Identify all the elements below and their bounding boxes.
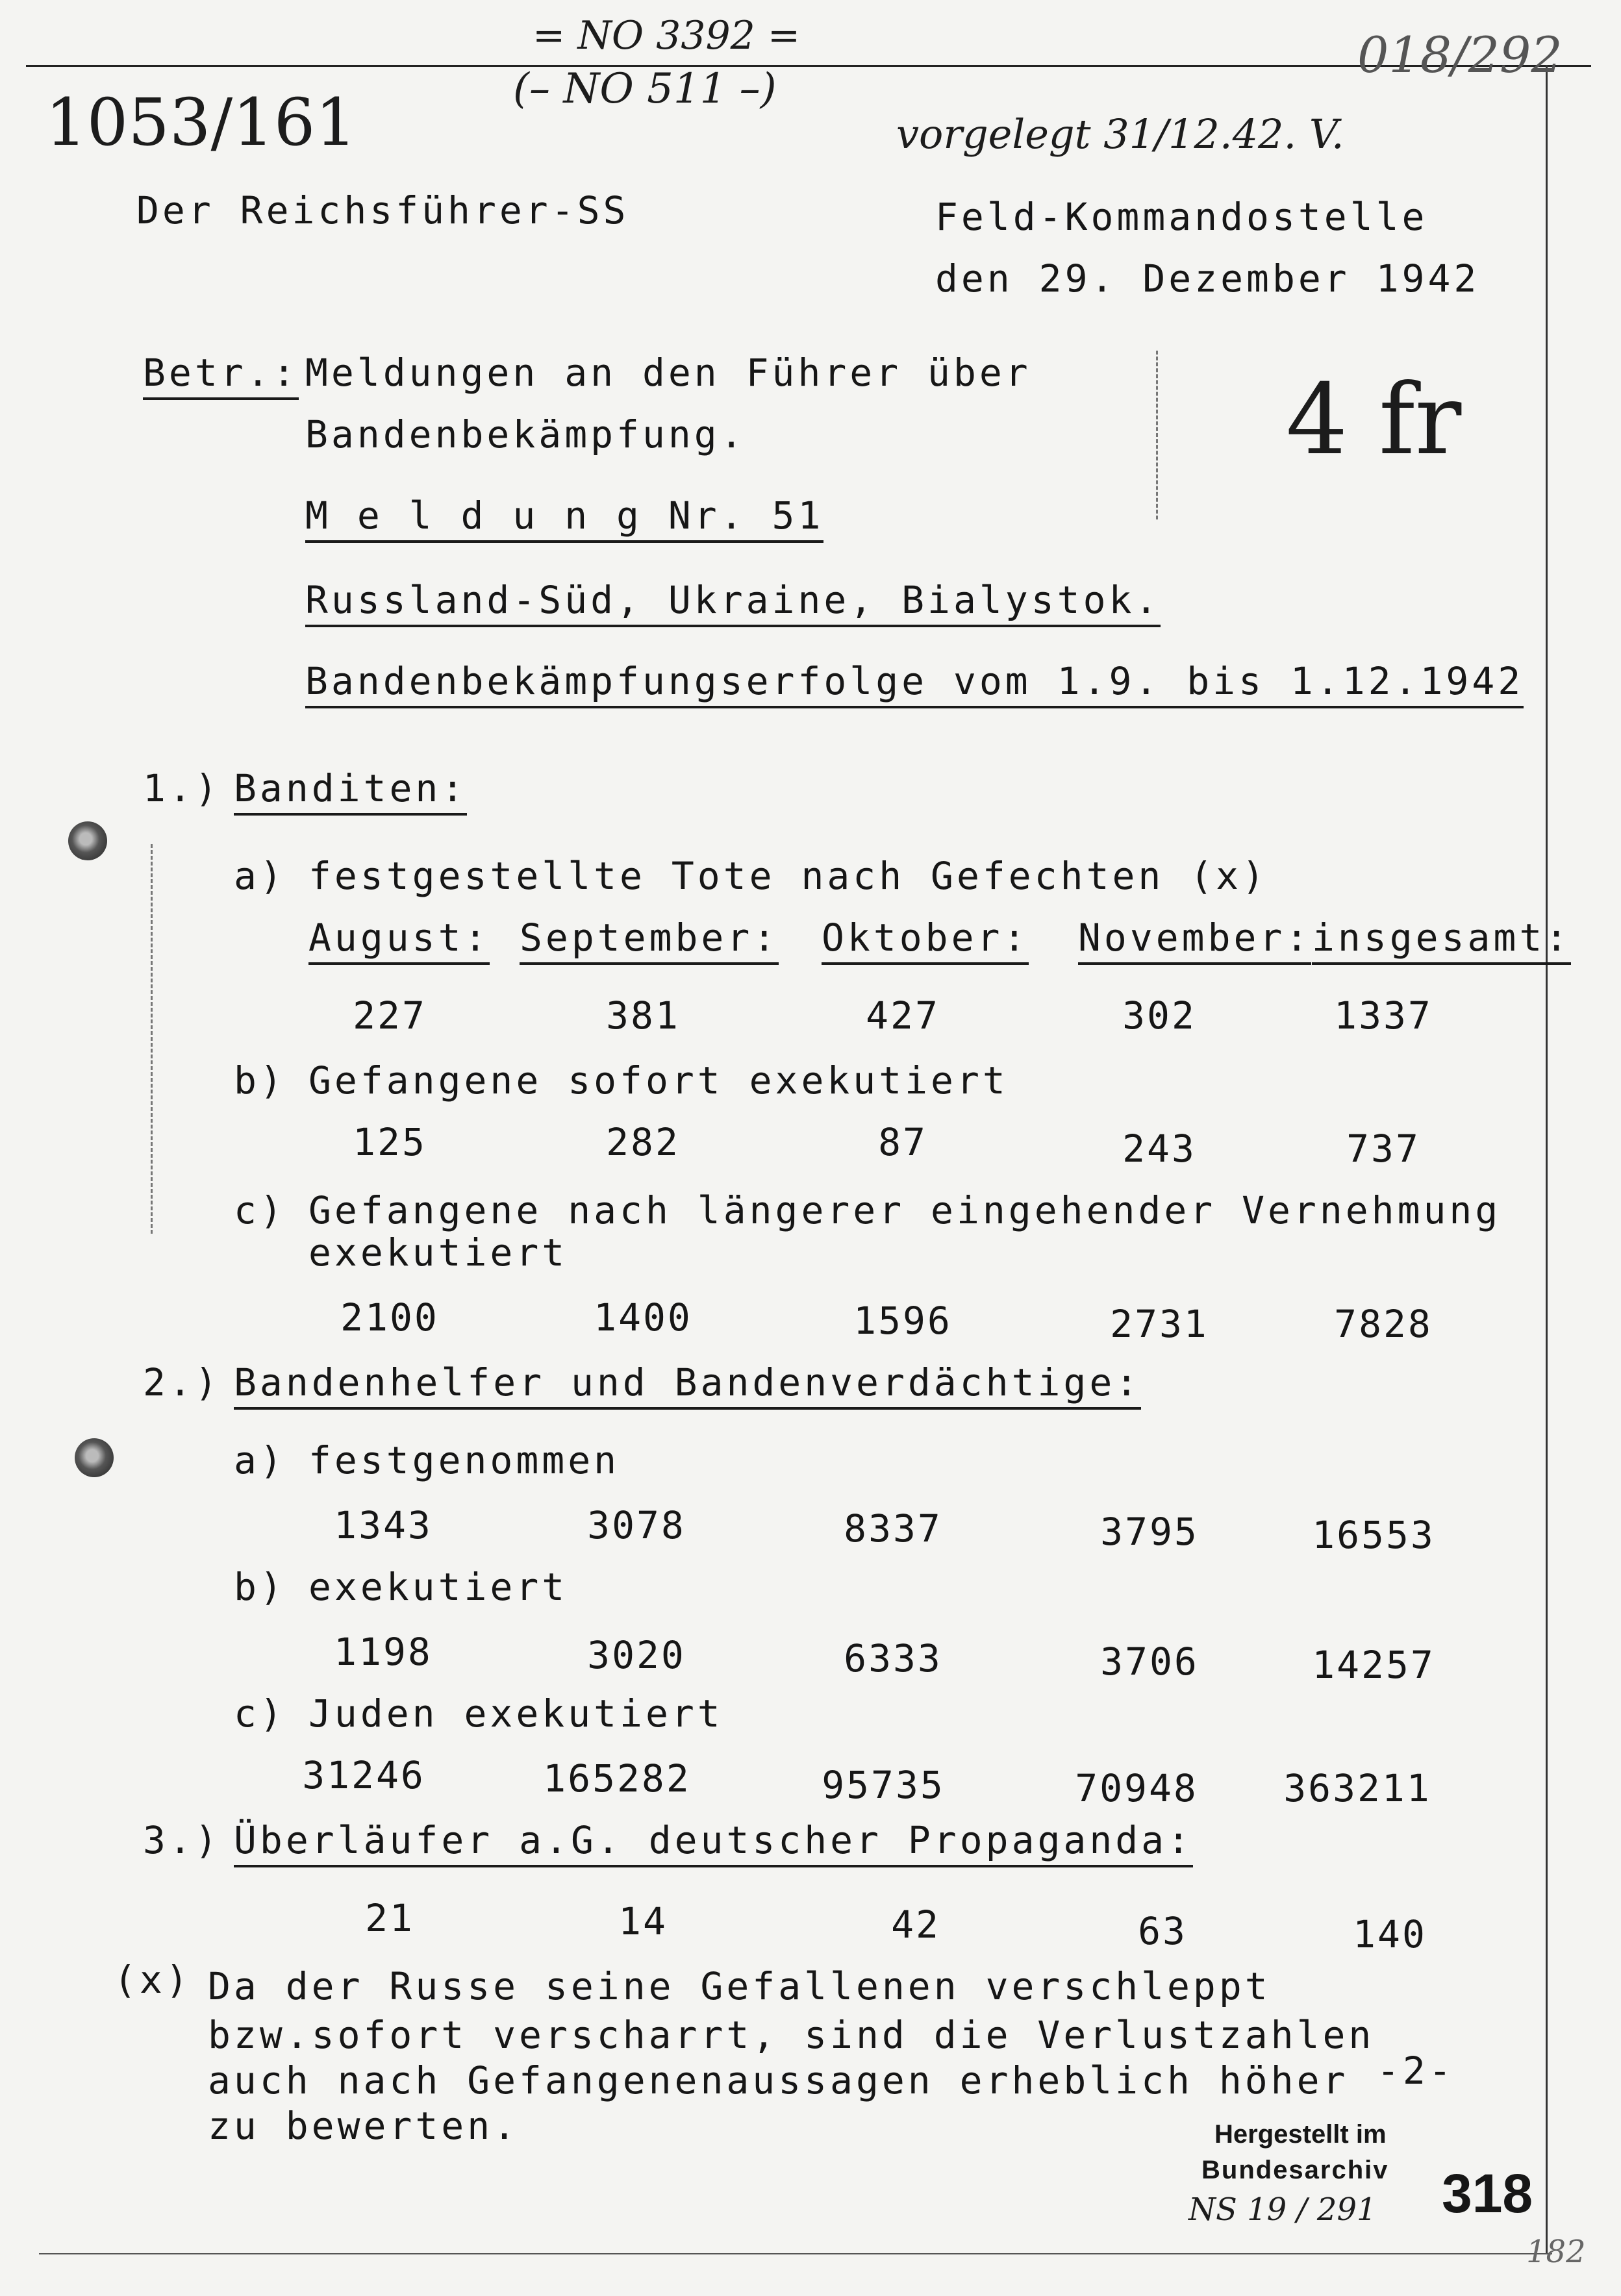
value-1a-august: 227 [353, 993, 427, 1038]
archive-page-number: 318 [1442, 2163, 1533, 2224]
sender: Der Reichsführer-SS [136, 188, 629, 232]
subject-line-2: Bandenbekämpfung. [305, 412, 746, 456]
value-1a-november: 302 [1122, 993, 1196, 1038]
subject-label: Betr.: [143, 351, 299, 400]
date: den 29. Dezember 1942 [935, 256, 1480, 301]
section-2-title: Bandenhelfer und Bandenverdächtige: [234, 1360, 1141, 1410]
value-1b-november: 243 [1122, 1127, 1196, 1171]
column-oktober: Oktober: [822, 916, 1029, 965]
archive-number-top: = NO 3392 = [533, 13, 801, 58]
file-number: 1053/161 [45, 84, 357, 160]
footnote-line-3: auch nach Gefangenenaussagen erheblich höher [208, 2058, 1349, 2103]
section-1-title: Banditen: [234, 766, 467, 816]
value-2b-november: 3706 [1100, 1640, 1199, 1684]
section-1-label: 1.) [143, 766, 221, 810]
report-region: Russland-Süd, Ukraine, Bialystok. [305, 578, 1161, 627]
value-1c-total: 7828 [1334, 1302, 1433, 1346]
archive-stamp-line-2: Bundesarchiv [1201, 2156, 1389, 2184]
item-1a-label: a) [234, 854, 286, 898]
value-2a-september: 3078 [587, 1503, 686, 1547]
archive-stamp-line-1: Hergestellt im [1214, 2120, 1387, 2149]
archive-signature: NS 19 / 291 [1188, 2191, 1377, 2228]
item-2a-text: festgenommen [308, 1438, 620, 1482]
value-2c-august: 31246 [302, 1753, 425, 1797]
subject-line-1: Meldungen an den Führer über [305, 351, 1031, 395]
value-1b-august: 125 [353, 1120, 427, 1164]
item-2c-text: Juden exekutiert [308, 1691, 723, 1736]
corner-mark: 182 [1526, 2234, 1586, 2270]
value-1c-november: 2731 [1110, 1302, 1209, 1346]
value-2c-september: 165282 [543, 1756, 691, 1801]
top-border-line [26, 65, 1591, 67]
value-2c-oktober: 95735 [822, 1763, 945, 1807]
item-1c-text: Gefangene nach längerer eingehender Vernehmung [308, 1188, 1502, 1232]
bottom-border-line [39, 2253, 1552, 2254]
value-1b-oktober: 87 [878, 1120, 927, 1164]
footnote-marker: (x) [114, 1958, 192, 2002]
item-2a-label: a) [234, 1438, 286, 1482]
value-1b-september: 282 [606, 1120, 680, 1164]
value-1c-september: 1400 [594, 1295, 692, 1340]
footnote-line-1: Da der Russe seine Gefallenen verschleppt [208, 1964, 1271, 2008]
item-2b-text: exekutiert [308, 1565, 568, 1609]
item-1b-label: b) [234, 1058, 286, 1103]
folio-number: 018/292 [1357, 26, 1563, 84]
column-november: November: [1078, 916, 1311, 965]
punch-hole [75, 1438, 114, 1477]
value-3-august: 21 [365, 1896, 414, 1940]
handwritten-initials: vorgelegt 31/12.42. V. [896, 110, 1344, 158]
value-2a-november: 3795 [1100, 1510, 1199, 1554]
value-2b-oktober: 6333 [844, 1636, 942, 1680]
page-marker: -2- [1377, 2049, 1455, 2093]
report-title: M e l d u n g Nr. 51 [305, 493, 823, 543]
section-2-label: 2.) [143, 1360, 221, 1404]
item-1c-text-2: exekutiert [308, 1230, 568, 1275]
value-1a-oktober: 427 [866, 993, 940, 1038]
value-2a-total: 16553 [1312, 1513, 1435, 1557]
value-1a-total: 1337 [1334, 993, 1433, 1038]
section-3-label: 3.) [143, 1818, 221, 1862]
value-3-oktober: 42 [891, 1903, 940, 1947]
value-2b-total: 14257 [1312, 1643, 1435, 1687]
value-3-total: 140 [1353, 1912, 1427, 1956]
value-1a-september: 381 [606, 993, 680, 1038]
footnote-line-2: bzw.sofort verscharrt, sind die Verlustzahlen [208, 2013, 1375, 2057]
value-3-september: 14 [618, 1899, 668, 1943]
value-2b-september: 3020 [587, 1633, 686, 1677]
archive-number-second: (– NO 511 –) [513, 65, 777, 113]
value-1c-oktober: 1596 [853, 1299, 952, 1343]
item-1b-text: Gefangene sofort exekutiert [308, 1058, 1009, 1103]
section-3-title: Überläufer a.G. deutscher Propaganda: [234, 1818, 1193, 1867]
item-2b-label: b) [234, 1565, 286, 1609]
item-1a-text: festgestellte Tote nach Gefechten (x) [308, 854, 1268, 898]
value-2a-august: 1343 [334, 1503, 433, 1547]
value-2a-oktober: 8337 [844, 1506, 942, 1551]
value-1b-total: 737 [1346, 1127, 1420, 1171]
value-2c-total: 363211 [1283, 1766, 1431, 1810]
value-2b-august: 1198 [334, 1630, 433, 1674]
faint-dashed-line [1156, 351, 1158, 519]
location: Feld-Kommandostelle [935, 195, 1428, 239]
footnote-line-4: zu bewerten. [208, 2104, 520, 2148]
value-2c-november: 70948 [1075, 1766, 1198, 1810]
column-insgesamt: insgesamt: [1312, 916, 1571, 965]
column-august: August: [308, 916, 490, 965]
value-1c-august: 2100 [340, 1295, 439, 1340]
punch-hole [68, 821, 107, 860]
right-border-line [1546, 65, 1548, 2253]
report-period: Bandenbekämpfungserfolge vom 1.9. bis 1.12.1942 [305, 659, 1524, 708]
value-3-november: 63 [1138, 1909, 1187, 1953]
handwritten-side-mark: 4 fr [1286, 364, 1462, 477]
faint-dashed-line-left [151, 844, 153, 1234]
column-september: September: [520, 916, 779, 965]
item-1c-label: c) [234, 1188, 286, 1232]
item-2c-label: c) [234, 1691, 286, 1736]
